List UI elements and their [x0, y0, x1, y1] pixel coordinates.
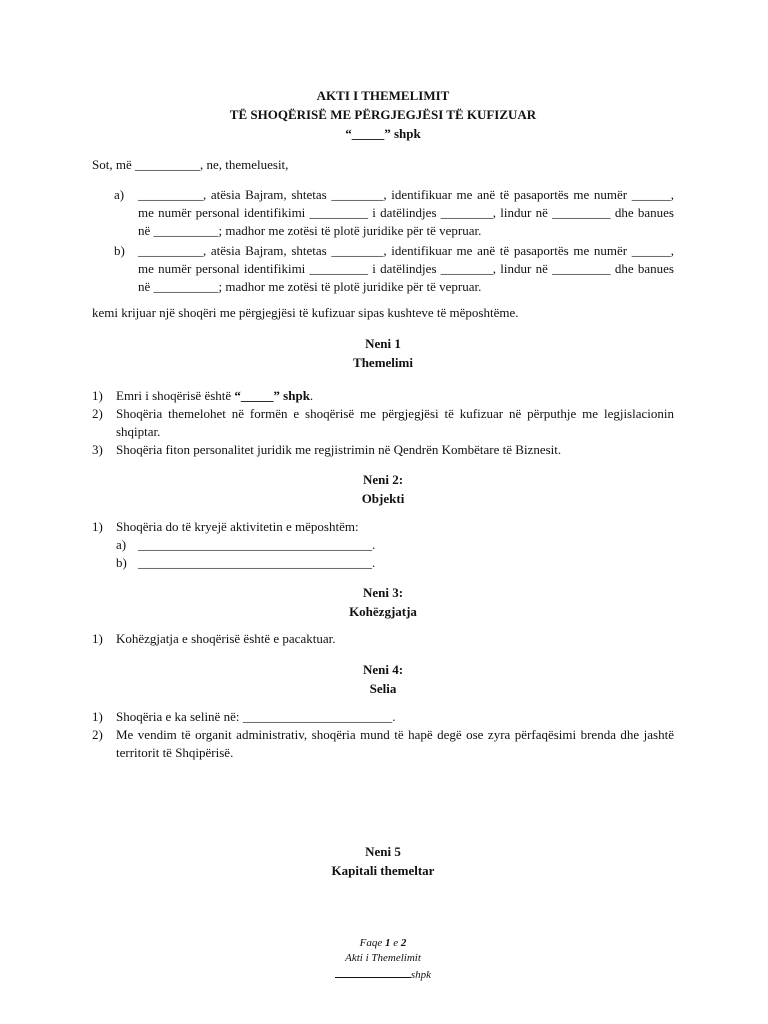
- page-number: [92, 936, 674, 951]
- article-1: [92, 334, 674, 372]
- sub-item-marker: a): [116, 537, 127, 552]
- item-text: Shoqëria fiton personalitet juridik me regjistrimin në Qendrën Kombëtare të Biznesit.: [116, 442, 562, 457]
- list-item: [92, 518, 674, 536]
- article-number: Neni 4:: [362, 662, 404, 677]
- founder-item: [92, 242, 674, 296]
- item-marker: 1): [92, 709, 103, 724]
- article-1-items: [92, 387, 674, 459]
- item-text: Shoqëria e ka selinë në: _______________________.: [116, 709, 396, 724]
- article-name: Kohëzgjatja: [349, 604, 417, 619]
- item-marker: 1): [92, 519, 103, 534]
- item-text: Emri i shoqërisë është: [116, 388, 235, 403]
- footer-company-suffix: shpk: [410, 969, 432, 981]
- page-sep: e: [393, 937, 399, 949]
- list-item: [92, 441, 674, 459]
- title-line-1: AKTI I THEMELIMIT: [316, 88, 450, 103]
- article-3: [92, 583, 674, 621]
- article-2: [92, 470, 674, 508]
- article-name: Objekti: [361, 491, 405, 506]
- article-number: Neni 5: [365, 844, 401, 859]
- article-name: Themelimi: [353, 355, 413, 370]
- closing-paragraph: kemi krijuar një shoqëri me përgjegjësi të kufizuar sipas kushteve të mëposhtëme.: [92, 305, 519, 320]
- item-marker: 3): [92, 442, 103, 457]
- list-item: [92, 405, 674, 441]
- sub-item-text: ____________________________________.: [138, 537, 376, 552]
- page-label: Faqe: [359, 937, 383, 949]
- title-line-3: “_____” shpk: [345, 126, 421, 141]
- item-marker: 2): [92, 406, 103, 421]
- founder-text: __________, atësia Bajram, shtetas ________, identifikuar me anë të pasaportës me numër ______, me numër personal identifikimi _________ i datëlindjes ________, lindur në _________ dhe banues në __________; madhor me zotësi të plotë juridike për të vepruar.: [138, 187, 674, 238]
- item-text: Kohëzgjatja e shoqërisë është e pacaktuar.: [116, 631, 336, 646]
- article-2-items: [92, 518, 674, 536]
- article-3-items: [92, 630, 674, 648]
- sub-item-marker: b): [116, 555, 127, 570]
- company-name-blank: [335, 966, 411, 978]
- sub-list-item: [92, 536, 674, 554]
- article-name: Kapitali themeltar: [331, 863, 435, 878]
- article-5: [92, 842, 674, 880]
- list-item: [92, 708, 674, 726]
- article-4-items: [92, 708, 674, 762]
- company-name-placeholder: “_____” shpk: [234, 388, 310, 403]
- founders-list: [92, 186, 674, 296]
- list-item: [92, 387, 674, 405]
- footer-company: [92, 966, 674, 983]
- item-text-end: .: [309, 388, 314, 403]
- sub-item-text: ____________________________________.: [138, 555, 376, 570]
- list-item: [92, 630, 674, 648]
- item-text: Shoqëria do të kryejë aktivitetin e mëposhtëm:: [116, 519, 359, 534]
- list-item: [92, 726, 674, 762]
- founder-marker: b): [114, 243, 125, 258]
- article-number: Neni 1: [365, 336, 401, 351]
- footer-doc-name: Akti i Themelimit: [345, 952, 421, 964]
- title-line-2: TË SHOQËRISË ME PËRGJEGJËSI TË KUFIZUAR: [229, 107, 537, 122]
- item-text: Shoqëria themelohet në formën e shoqërisë me përgjegjësi të kufizuar në përputhje me legjislacionin shqiptar.: [116, 406, 674, 439]
- item-text: Me vendim të organit administrativ, shoqëria mund të hapë degë ose zyra përfaqësimi brenda dhe jashtë territorit të Shqipërisë.: [116, 727, 674, 760]
- sub-list-item: [92, 554, 674, 572]
- document-title: [92, 86, 674, 143]
- page-footer: [92, 936, 674, 983]
- page-current: 1: [384, 937, 391, 949]
- article-4: [92, 660, 674, 698]
- founder-text: __________, atësia Bajram, shtetas ________, identifikuar me anë të pasaportës me numër ______, me numër personal identifikimi _________ i datëlindjes ________, lindur në _________ dhe banues në __________; madhor me zotësi të plotë juridike për të vepruar.: [138, 243, 674, 294]
- intro-paragraph: Sot, më __________, ne, themeluesit,: [92, 157, 289, 172]
- article-number: Neni 2:: [362, 472, 404, 487]
- article-2-subitems: [92, 536, 674, 572]
- article-number: Neni 3:: [362, 585, 404, 600]
- page-total: 2: [400, 937, 407, 949]
- item-marker: 1): [92, 388, 103, 403]
- founder-marker: a): [114, 187, 125, 202]
- item-marker: 1): [92, 631, 103, 646]
- item-marker: 2): [92, 727, 103, 742]
- article-name: Selia: [369, 681, 397, 696]
- founder-item: [92, 186, 674, 240]
